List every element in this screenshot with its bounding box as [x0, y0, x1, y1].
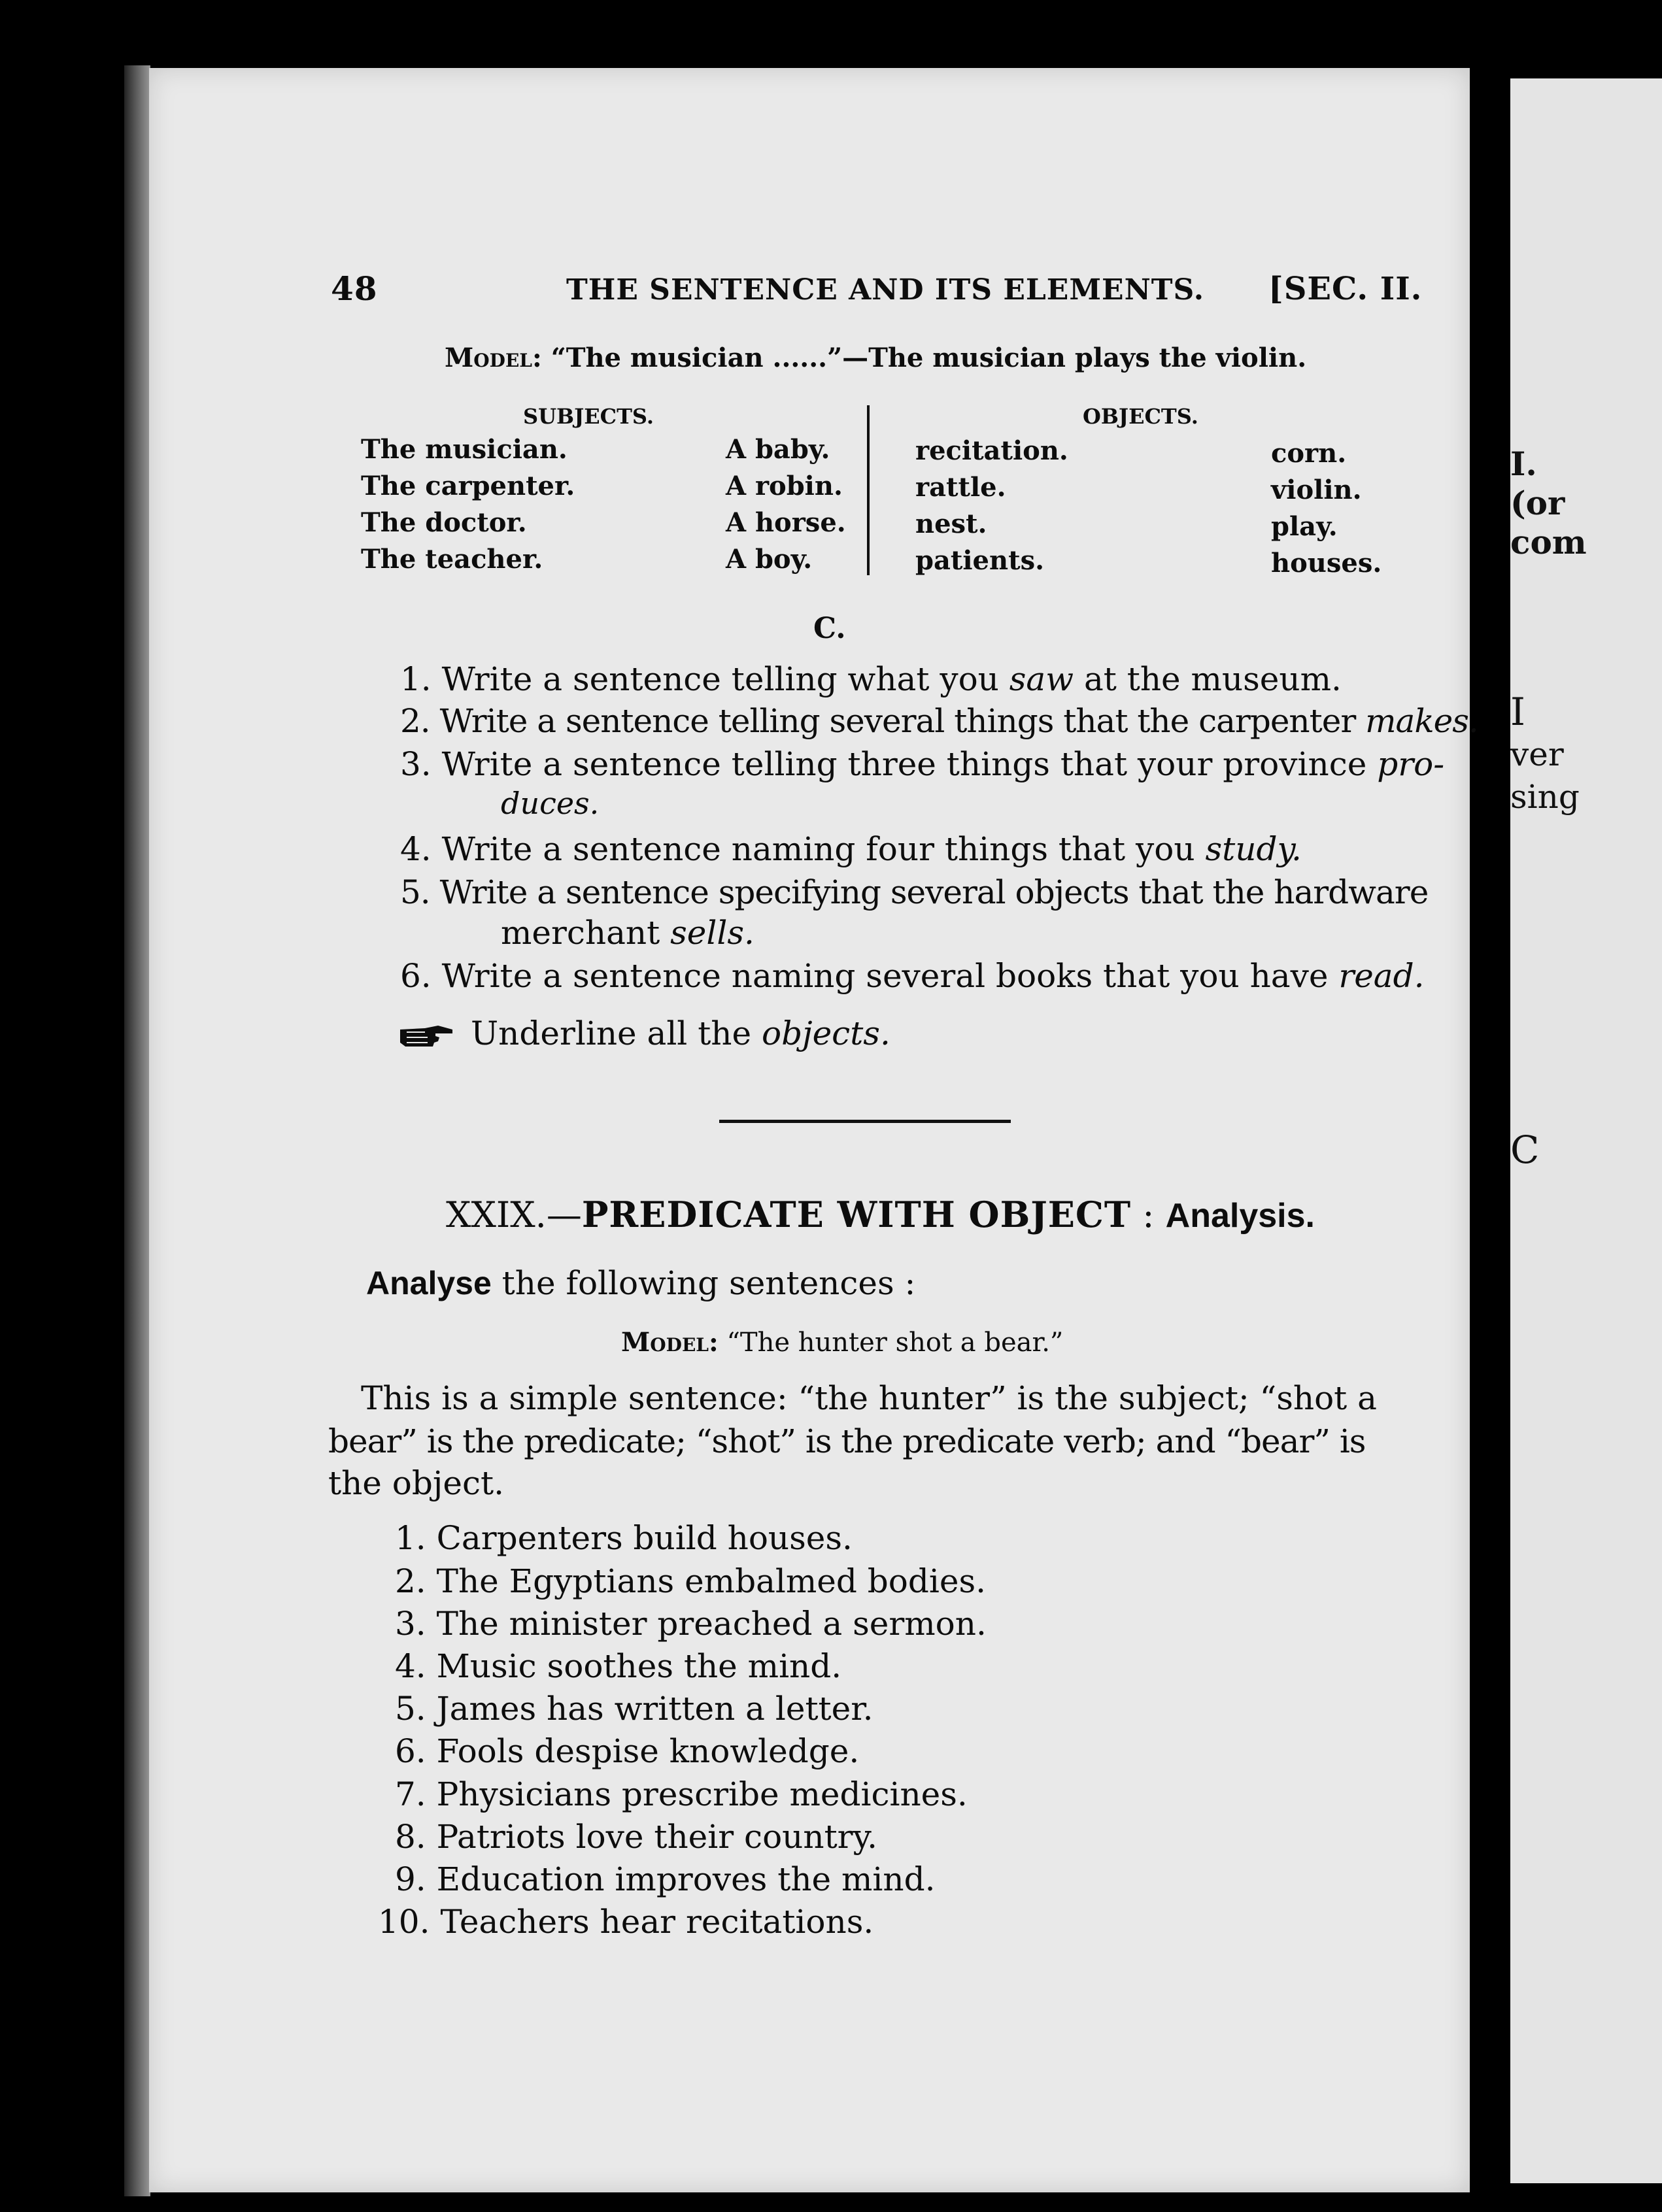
item-number: 10.	[378, 1903, 430, 1941]
adjacent-page-fragment: I	[1510, 690, 1525, 734]
item-number: 7.	[395, 1775, 426, 1813]
running-title: THE SENTENCE AND ITS ELEMENTS.	[566, 273, 1205, 307]
explanation-line: bear” is the predicate; “shot” is the predicate verb; and “bear” is	[328, 1422, 1366, 1460]
model-line-2	[621, 1327, 1063, 1358]
item-text: Write a sentence specifying several objects that the hardware	[439, 873, 1429, 911]
adjacent-page-fragment: sing	[1510, 778, 1580, 816]
table-cell: A robin.	[726, 471, 843, 501]
item-text: Carpenters build houses.	[436, 1519, 853, 1557]
item-text: at the museum.	[1074, 660, 1342, 698]
item-emphasis: saw	[1009, 660, 1074, 698]
section-divider	[719, 1120, 1011, 1123]
list-item	[395, 1690, 873, 1728]
item-text: Education improves the mind.	[436, 1860, 936, 1898]
item-number: 1.	[395, 1519, 426, 1557]
section-c-label: C.	[813, 612, 846, 645]
list-item	[395, 1860, 936, 1898]
item-text: Write a sentence naming four things that you	[441, 830, 1206, 868]
list-item	[395, 1562, 986, 1600]
item-text: Physicians prescribe medicines.	[436, 1775, 968, 1813]
item-number: 8.	[395, 1818, 426, 1856]
exercise-item	[400, 660, 1342, 698]
item-number: 3.	[400, 745, 432, 783]
item-text: The Egyptians embalmed bodies.	[436, 1562, 987, 1600]
lesson-number: XXIX.—	[446, 1194, 582, 1235]
exercise-item-continuation	[501, 914, 755, 952]
adjacent-page-fragment: ver	[1510, 735, 1564, 773]
instruction-line	[366, 1264, 915, 1302]
item-number: 3.	[395, 1605, 426, 1643]
adjacent-page-fragment: (or	[1510, 484, 1565, 522]
item-text: James has written a letter.	[436, 1690, 873, 1728]
subjects-heading: SUBJECTS.	[523, 404, 654, 429]
explanation-line: the object.	[328, 1464, 504, 1502]
item-text: Write a sentence naming several books that you have	[441, 957, 1339, 995]
table-cell: play.	[1271, 511, 1338, 542]
book-binding-shadow	[124, 65, 150, 2196]
item-text: Music soothes the mind.	[436, 1647, 842, 1685]
table-column-divider	[867, 405, 870, 575]
item-number: 6.	[400, 957, 432, 995]
table-cell: houses.	[1271, 548, 1382, 578]
list-item	[395, 1647, 841, 1685]
item-text: Teachers hear recitations.	[440, 1903, 874, 1941]
exercise-item	[400, 830, 1302, 868]
list-item	[378, 1903, 873, 1941]
lesson-heading	[446, 1194, 1315, 1235]
item-number: 4.	[395, 1647, 426, 1685]
model-label: Model:	[621, 1327, 719, 1358]
model-line	[445, 343, 1306, 373]
item-text: merchant	[501, 914, 671, 952]
pointing-hand-icon	[399, 1023, 454, 1049]
exercise-item	[400, 745, 1444, 783]
table-cell: violin.	[1271, 475, 1362, 505]
table-cell: The carpenter.	[361, 471, 575, 501]
table-cell: The doctor.	[361, 507, 527, 538]
table-cell: The teacher.	[361, 544, 543, 575]
exercise-item	[400, 957, 1425, 995]
item-number: 5.	[400, 873, 430, 911]
table-cell: recitation.	[915, 435, 1068, 466]
table-cell: patients.	[915, 545, 1045, 576]
item-emphasis: pro-	[1377, 745, 1445, 783]
item-emphasis: read.	[1338, 957, 1425, 995]
item-number: 6.	[395, 1732, 426, 1770]
explanation-line: This is a simple sentence: “the hunter” is the subject; “shot a	[361, 1379, 1377, 1417]
adjacent-page-fragment: com	[1510, 523, 1587, 561]
item-number: 4.	[400, 830, 432, 868]
adjacent-page	[1510, 78, 1662, 2183]
exercise-item	[400, 702, 1478, 740]
note-text: Underline all the	[471, 1014, 762, 1052]
adjacent-page-fragment: I.	[1510, 444, 1537, 483]
model-label: Model:	[445, 343, 542, 373]
item-emphasis: study.	[1205, 830, 1302, 868]
instruction-verb: Analyse	[366, 1265, 492, 1301]
list-item	[395, 1775, 968, 1813]
list-item	[395, 1818, 877, 1856]
exercise-item	[400, 873, 1428, 911]
item-number: 9.	[395, 1860, 426, 1898]
instruction-text: the following sentences :	[491, 1264, 916, 1302]
item-number: 2.	[395, 1562, 426, 1600]
exercise-item-continuation: duces.	[501, 786, 600, 821]
page-number: 48	[331, 269, 378, 308]
section-label: [SEC. II.	[1268, 271, 1423, 307]
list-item	[395, 1519, 853, 1557]
item-text: Write a sentence telling several things that the carpenter	[439, 702, 1366, 740]
list-item	[395, 1605, 987, 1643]
table-cell: rattle.	[915, 472, 1006, 503]
table-cell: A baby.	[726, 434, 830, 465]
adjacent-page-fragment: C	[1510, 1128, 1540, 1172]
table-cell: A horse.	[726, 507, 846, 538]
item-text: Write a sentence telling what you	[441, 660, 1009, 698]
item-emphasis: sells.	[670, 914, 755, 952]
note-emphasis: objects.	[761, 1014, 890, 1052]
item-emphasis: makes.	[1365, 702, 1478, 740]
item-number: 1.	[400, 660, 432, 698]
item-text: Write a sentence telling three things that your province	[441, 745, 1378, 783]
table-cell: nest.	[915, 509, 987, 539]
lesson-colon: :	[1142, 1194, 1155, 1235]
underline-note	[399, 1014, 890, 1052]
item-number: 5.	[395, 1690, 426, 1728]
table-cell: A boy.	[726, 544, 813, 575]
item-text: Fools despise knowledge.	[436, 1732, 860, 1770]
objects-heading: OBJECTS.	[1083, 404, 1198, 429]
list-item	[395, 1732, 859, 1770]
item-text: Patriots love their country.	[436, 1818, 878, 1856]
model-text: “The musician ......”—The musician plays the violin.	[551, 343, 1307, 373]
item-number: 2.	[400, 702, 430, 740]
model-text: “The hunter shot a bear.”	[726, 1328, 1064, 1358]
table-cell: corn.	[1271, 438, 1347, 469]
lesson-title: PREDICATE WITH OBJECT	[581, 1194, 1132, 1235]
table-cell: The musician.	[361, 434, 568, 465]
lesson-subtitle: Analysis.	[1165, 1197, 1315, 1235]
item-text: The minister preached a sermon.	[436, 1605, 987, 1643]
